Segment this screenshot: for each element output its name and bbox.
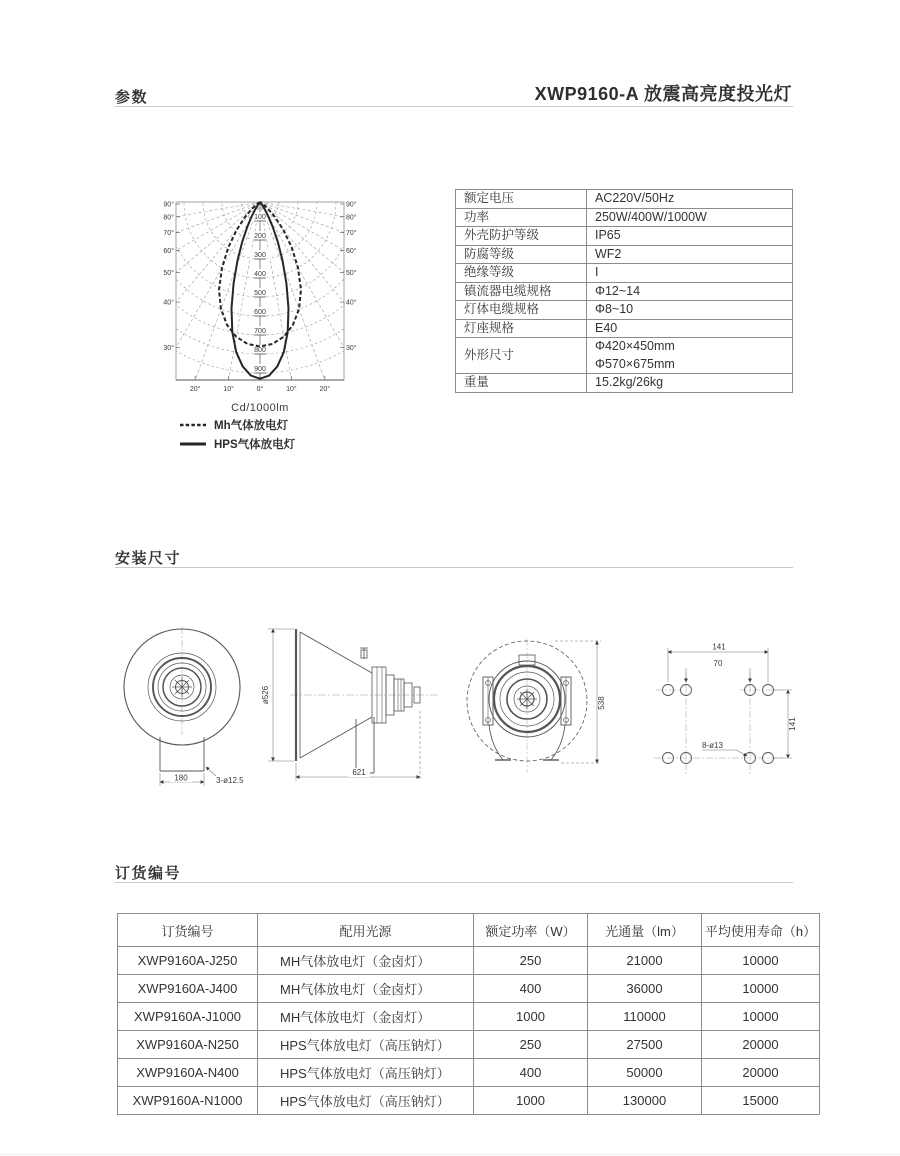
dim-base-holes: 3-ø12.5	[216, 776, 244, 785]
order-cell: 130000	[588, 1087, 702, 1115]
order-cell: 21000	[588, 947, 702, 975]
order-cell: 400	[474, 975, 588, 1003]
dim-length: 621	[352, 768, 366, 777]
spec-row	[456, 282, 793, 301]
spec-label: 功率	[456, 208, 587, 227]
spec-row	[456, 319, 793, 338]
spec-row	[456, 264, 793, 283]
order-table-header-row	[118, 914, 820, 947]
spec-value: I	[587, 264, 793, 283]
order-cell: 27500	[588, 1031, 702, 1059]
order-cell: 1000	[474, 1087, 588, 1115]
drawing-hole-pattern	[640, 628, 800, 783]
spec-label: 绝缘等级	[456, 264, 587, 283]
spec-value: IP65	[587, 227, 793, 246]
order-code: XWP9160A-J1000	[118, 1003, 258, 1031]
dim-diameter: ø526	[261, 685, 270, 705]
page-title: XWP9160-A 放震高亮度投光灯	[534, 84, 792, 104]
angle-tick-bottom: 0°	[256, 386, 264, 393]
legend-item-hps	[180, 436, 362, 452]
angle-tick-side: 30°	[346, 345, 357, 352]
spec-value: Φ8~10	[587, 301, 793, 320]
mount-arm	[356, 717, 374, 773]
angle-tick-bottom: 20°	[189, 386, 201, 393]
angle-tick-bottom: 20°	[319, 386, 331, 393]
angle-tick-side: 80°	[346, 214, 357, 222]
legend-item-mh	[180, 417, 362, 433]
angle-tick-side: 30°	[163, 345, 174, 352]
spec-value: E40	[587, 319, 793, 338]
order-row	[118, 1087, 820, 1115]
install-divider	[115, 567, 793, 568]
angle-tick-side: 50°	[163, 270, 174, 277]
angle-tick-side: 90°	[163, 201, 174, 209]
mount-base	[160, 737, 204, 771]
spec-label: 灯体电缆规格	[456, 301, 587, 320]
angle-tick-side: 40°	[163, 299, 174, 307]
angle-tick-side: 50°	[346, 270, 357, 277]
bolt-holes	[663, 685, 774, 764]
page-section-install: 安装尺寸	[115, 550, 182, 567]
order-cell: 250	[474, 947, 588, 975]
spec-value: Φ12~14	[587, 282, 793, 301]
order-cell: 10000	[702, 947, 820, 975]
order-row	[118, 1059, 820, 1087]
order-cell: 250	[474, 1031, 588, 1059]
angle-tick-bottom: 10°	[286, 386, 297, 393]
order-col-header: 平均使用寿命（h）	[702, 914, 820, 947]
order-cell: HPS气体放电灯（高压钠灯）	[258, 1087, 474, 1115]
order-cell: 10000	[702, 1003, 820, 1031]
spec-value: WF2	[587, 245, 793, 264]
drawing-side-view	[252, 615, 442, 785]
spec-label: 额定电压	[456, 190, 587, 209]
spec-label: 外形尺寸	[456, 338, 587, 374]
dim-plate-inner: 70	[713, 659, 723, 668]
radial-tick-label: 600	[254, 309, 266, 317]
order-code: XWP9160A-N1000	[118, 1087, 258, 1115]
radial-tick-label: 900	[254, 366, 266, 374]
radial-tick-label: 800	[254, 347, 266, 355]
angle-tick-side: 60°	[163, 248, 174, 255]
spec-row	[456, 338, 793, 374]
page-section-order: 订货编号	[115, 865, 182, 882]
order-cell: 1000	[474, 1003, 588, 1031]
order-col-header: 订货编号	[118, 914, 258, 947]
dim-plate-width: 141	[712, 642, 726, 652]
hps-line-sample-icon	[180, 441, 206, 447]
order-cell: 110000	[588, 1003, 702, 1031]
order-code: XWP9160A-J400	[118, 975, 258, 1003]
spec-value: AC220V/50Hz	[587, 190, 793, 209]
housing-rings	[489, 661, 565, 737]
radial-tick-label: 500	[254, 290, 266, 298]
order-cell: MH气体放电灯（金卤灯）	[258, 1003, 474, 1031]
order-code: XWP9160A-N400	[118, 1059, 258, 1087]
dim-height: 538	[597, 696, 606, 710]
order-col-header: 光通量（lm）	[588, 914, 702, 947]
order-divider	[115, 882, 793, 883]
top-latch	[360, 648, 368, 659]
angle-tick-bottom: 10°	[223, 386, 234, 393]
spec-row	[456, 227, 793, 246]
order-cell: 36000	[588, 975, 702, 1003]
header-divider	[115, 106, 793, 107]
order-col-header: 配用光源	[258, 914, 474, 947]
order-code: XWP9160A-N250	[118, 1031, 258, 1059]
spec-row	[456, 208, 793, 227]
radial-tick-label: 700	[254, 328, 266, 336]
radial-tick-label: 200	[254, 233, 266, 241]
spec-value: 250W/400W/1000W	[587, 208, 793, 227]
drawing-rear-view	[455, 623, 615, 783]
order-table	[117, 913, 819, 1115]
page-bottom-edge	[0, 1154, 900, 1155]
spec-row	[456, 374, 793, 393]
angle-tick-side: 60°	[346, 248, 357, 255]
order-cell: 10000	[702, 975, 820, 1003]
order-code: XWP9160A-J250	[118, 947, 258, 975]
legend-label-mh: Mh气体放电灯	[214, 420, 289, 432]
order-row	[118, 947, 820, 975]
angle-tick-side: 90°	[346, 201, 357, 209]
chart-radial-unit-label: Cd/1000lm	[231, 402, 289, 414]
spec-row	[456, 190, 793, 209]
order-col-header: 额定功率（W）	[474, 914, 588, 947]
spec-label: 镇流器电缆规格	[456, 282, 587, 301]
angle-tick-side: 80°	[163, 214, 174, 222]
radial-tick-label: 400	[254, 271, 266, 279]
spec-row	[456, 245, 793, 264]
order-cell: HPS气体放电灯（高压钠灯）	[258, 1031, 474, 1059]
spec-table	[455, 189, 793, 393]
legend-label-hps: HPS气体放电灯	[214, 439, 296, 451]
spec-row	[456, 301, 793, 320]
angle-tick-side: 70°	[163, 230, 174, 238]
spec-label: 外壳防护等级	[456, 227, 587, 246]
order-row	[118, 1031, 820, 1059]
radial-tick-label: 100	[254, 214, 266, 222]
spec-label: 灯座规格	[456, 319, 587, 338]
order-cell: MH气体放电灯（金卤灯）	[258, 975, 474, 1003]
order-cell: 400	[474, 1059, 588, 1087]
order-row	[118, 1003, 820, 1031]
spec-label: 防腐等级	[456, 245, 587, 264]
spec-value: Φ420×450mm Φ570×675mm	[587, 338, 793, 374]
spec-label: 重量	[456, 374, 587, 393]
page-section-params: 参数	[115, 89, 149, 106]
order-row	[118, 975, 820, 1003]
drawing-front-view	[112, 623, 252, 788]
order-cell: 50000	[588, 1059, 702, 1087]
lamp-spokes	[172, 677, 192, 697]
dim-plate-holes: 8-ø13	[702, 741, 723, 750]
photometric-chart	[158, 190, 362, 396]
angle-tick-side: 40°	[346, 299, 357, 307]
spec-value: 15.2kg/26kg	[587, 374, 793, 393]
angle-tick-side: 70°	[346, 230, 357, 238]
order-cell: 20000	[702, 1059, 820, 1087]
order-cell: HPS气体放电灯（高压钠灯）	[258, 1059, 474, 1087]
photometric-chart-block	[158, 190, 362, 452]
order-cell: 15000	[702, 1087, 820, 1115]
mh-line-sample-icon	[180, 422, 206, 428]
dim-plate-height: 141	[788, 717, 797, 731]
order-cell: MH气体放电灯（金卤灯）	[258, 947, 474, 975]
radial-tick-label: 300	[254, 252, 266, 260]
dim-base-width: 180	[174, 773, 188, 783]
order-cell: 20000	[702, 1031, 820, 1059]
